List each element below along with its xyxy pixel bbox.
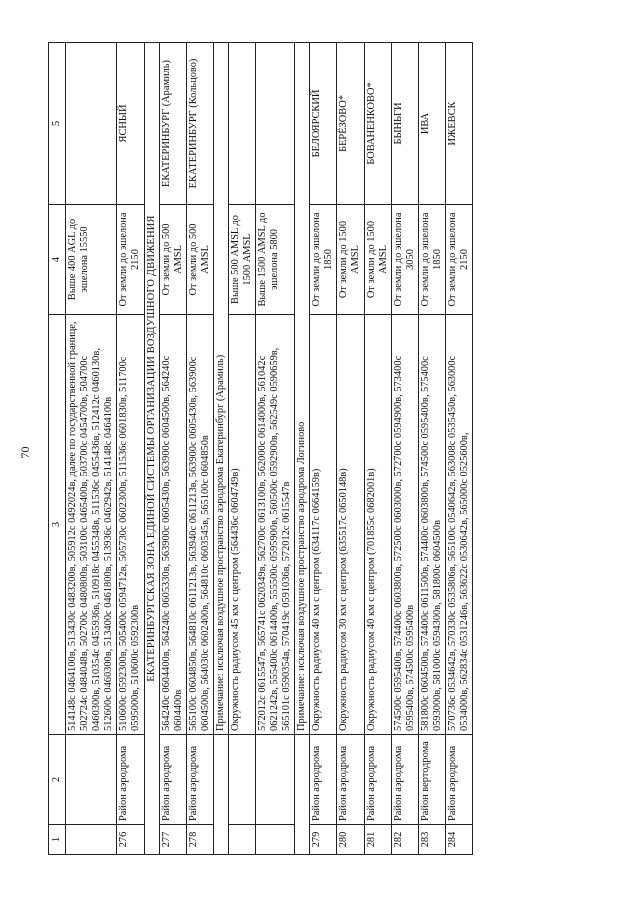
header-cell: 4 <box>49 205 66 315</box>
zone-height-limits: От земли до 500 AMSL <box>159 205 186 315</box>
zone-type <box>228 735 255 825</box>
note-row <box>213 43 228 855</box>
zone-height-limits: Выше 400 AGL до эшелона 15550 <box>66 205 117 315</box>
table-row <box>391 43 418 855</box>
note-spacer <box>295 735 310 855</box>
zone-type: Район аэродрома <box>337 735 364 825</box>
zone-height-limits: Выше 1500 AMSL до эшелона 5800 <box>256 205 295 315</box>
header-row <box>49 43 66 855</box>
aerodrome-name <box>256 43 295 205</box>
section-row <box>144 43 159 855</box>
zone-type <box>256 735 295 825</box>
table-row <box>186 43 213 855</box>
zone-height-limits: От земли до эшелона 1850 <box>418 205 445 315</box>
aerodrome-name <box>228 43 255 205</box>
row-number: 280 <box>337 825 364 855</box>
zone-type: Район аэродрома <box>391 735 418 825</box>
zone-coordinates: Окружность радиусом 45 км с центром (564436с 0604749в) <box>228 315 255 735</box>
row-number <box>228 825 255 855</box>
zone-coordinates: 572012с 0615547в, 565741с 0620349в, 562700с 0613100в, 562000с 0614000в, 561042с 0621242в, 555400с 0614400в, 555500с 0595900в, 560500с 0592900в, 562549с 0590659в, 565101с 0590354в, 570419с 0591036в, 572012с 0615547в <box>256 315 295 735</box>
zone-coordinates: Окружность радиусом 40 км с центром (634117с 0664159в) <box>310 315 337 735</box>
zone-type: Район аэродрома <box>310 735 337 825</box>
zone-type: Район аэродрома <box>186 735 213 825</box>
section-title: ЕКАТЕРИНБУРГСКАЯ ЗОНА ЕДИНОЙ СИСТЕМЫ ОРГАНИЗАЦИИ ВОЗДУШНОГО ДВИЖЕНИЯ <box>144 43 159 855</box>
row-number: 283 <box>418 825 445 855</box>
zone-height-limits: От земли до 1500 AMSL <box>337 205 364 315</box>
header-cell: 2 <box>49 735 66 825</box>
airspace-table <box>48 42 473 855</box>
aerodrome-name: ЕКАТЕРИНБУРГ (Кольцово) <box>186 43 213 205</box>
zone-height-limits: От земли до эшелона 2150 <box>117 205 144 315</box>
zone-coordinates: 510600с 0592300в, 505400с 0594712в, 505730с 0602300в, 511536с 0601830в, 511700с 0595000в, 510600с 0592300в <box>117 315 144 735</box>
page-number: 70 <box>18 446 32 459</box>
row-number: 278 <box>186 825 213 855</box>
zone-height-limits: От земли до эшелона 1850 <box>310 205 337 315</box>
aerodrome-name: ЯСНЫЙ <box>117 43 144 205</box>
table-row <box>159 43 186 855</box>
row-number: 282 <box>391 825 418 855</box>
table-row <box>418 43 445 855</box>
aerodrome-name: ЕКАТЕРИНБУРГ (Арамиль) <box>159 43 186 205</box>
zone-coordinates: 564240с 0604400в, 564240с 0605330в, 563900с 0605430в, 563900с 0604500в, 564240с 0604400в <box>159 315 186 735</box>
table-row <box>117 43 144 855</box>
header-cell: 5 <box>49 43 66 205</box>
zone-type: Район вертодрома <box>418 735 445 825</box>
row-number <box>66 825 117 855</box>
aerodrome-name <box>66 43 117 205</box>
zone-height-limits: От земли до 1500 AMSL <box>364 205 391 315</box>
zone-coordinates: 570736с 0534642в, 570330с 0535806в, 565100с 0540642в, 563008с 0535450в, 563000с 0534000в, 562834с 0531246в, 563622с 0530642в, 565000с 0525600в, <box>445 315 472 735</box>
row-number: 277 <box>159 825 186 855</box>
table-body <box>49 43 473 855</box>
zone-height-limits: От земли до 500 AMSL <box>186 205 213 315</box>
aerodrome-name: БЕЛОЯРСКИЙ <box>310 43 337 205</box>
table-row <box>228 43 255 855</box>
table-row <box>364 43 391 855</box>
zone-coordinates: Окружность радиусом 30 км с центром (635517с 0650148в) <box>337 315 364 735</box>
aerodrome-name: БОВАНЕНКОВО* <box>364 43 391 205</box>
table-row <box>256 43 295 855</box>
row-number <box>256 825 295 855</box>
zone-height-limits: От земли до эшелона 3050 <box>391 205 418 315</box>
note-spacer <box>213 735 228 855</box>
header-cell: 1 <box>49 825 66 855</box>
note-text: Примечание: исключая воздушное пространство аэродрома Логиново <box>295 43 310 735</box>
note-text: Примечание: исключая воздушное пространство аэродрома Екатеринбург (Арамиль) <box>213 43 228 735</box>
zone-coordinates: 514148с 0464100в, 513430с 0483200в, 505912с 0492024в, далее по государственной границе, 502724с 0484048в, 502700с 0480800в, 503100с 0465400в, 503700с 0454700в, 504700с 0460300в, 510354с 0455936в, 510918с 0455348в, 511536с 0455436в, 512412с 0460130в, 512600с 0460300в, 513400с 0461800в, 513936с 0462942в, 514148с 0464100в <box>66 315 117 735</box>
zone-coordinates: 574500с 0595400в, 574400с 0603800в, 572500с 0603000в, 572700с 0594900в, 573400с 0595400в, 574500с 0595400в <box>391 315 418 735</box>
aerodrome-name: БЕРЁЗОВО* <box>337 43 364 205</box>
note-row <box>295 43 310 855</box>
aerodrome-name: ИЖЕВСК <box>445 43 472 205</box>
table-row <box>337 43 364 855</box>
zone-coordinates: 581800с 0604500в, 574400с 0611500в, 574400с 0603800в, 574500с 0595400в, 575400с 0593000в, 581000с 0594300в, 581800с 0604500в <box>418 315 445 735</box>
zone-coordinates: 565100с 0604850в, 564810с 0611213в, 563940с 0611213в, 563900с 0605430в, 563900с 0604500в, 564030с 0602400в, 564810с 0603545в, 565100с 0604850в <box>186 315 213 735</box>
row-number: 279 <box>310 825 337 855</box>
aerodrome-name: ИВА <box>418 43 445 205</box>
row-number: 281 <box>364 825 391 855</box>
zone-height-limits: От земли до эшелона 2150 <box>445 205 472 315</box>
zone-type: Район аэродрома <box>159 735 186 825</box>
row-number: 284 <box>445 825 472 855</box>
header-cell: 3 <box>49 315 66 735</box>
zone-type: Район аэродрома <box>445 735 472 825</box>
zone-height-limits: Выше 500 AMSL до 1500 AMSL <box>228 205 255 315</box>
zone-type: Район аэродрома <box>117 735 144 825</box>
row-number: 276 <box>117 825 144 855</box>
zone-type <box>66 735 117 825</box>
table-row <box>445 43 472 855</box>
table-row <box>310 43 337 855</box>
zone-type: Район аэродрома <box>364 735 391 825</box>
aerodrome-name: БЫНЬГИ <box>391 43 418 205</box>
zone-coordinates: Окружность радиусом 40 км с центром (701855с 0682001в) <box>364 315 391 735</box>
table-row <box>66 43 117 855</box>
